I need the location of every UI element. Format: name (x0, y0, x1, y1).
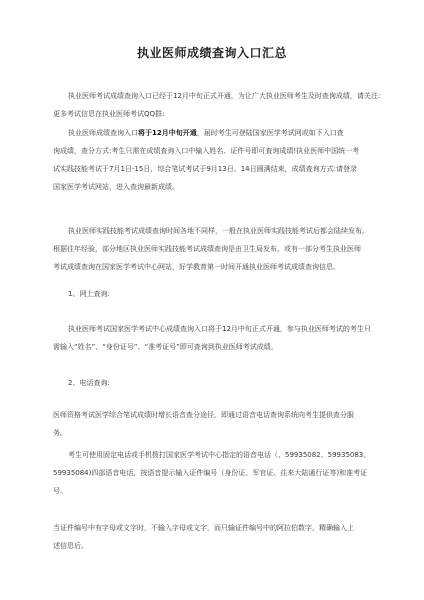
p3-line-2-text: 述信息后。 (53, 542, 88, 550)
document-title: 执业医师成绩查询入口汇总 (136, 46, 287, 60)
p2-line-2-text: 根据往年经验，部分地区执业医师实践技能考试成绩查询是由卫生局发布，或有一部分考生执业医师 (53, 245, 361, 253)
p1-line-4-text: 国家医学考试网站，进入查询最新成绩。 (53, 183, 179, 191)
s2-heading-text: 2、电话查询: (68, 379, 110, 387)
s2-line-2-text: 务。 (53, 429, 67, 437)
p1-line-2-text: 询成绩，查分方式:考生只需在成绩查询入口中输入姓名、证件号即可查询成绩!执业医师中国统一考 (53, 147, 360, 155)
s2-p2-line-3-text: 号。 (53, 487, 67, 495)
s1-line-1-text: 执业医师考试国家医学考试中心成绩查询入口将于12月中旬正式开通，参与执业医师考试的考生只 (68, 325, 371, 333)
p1-line-1-pre: 执业医师成绩查询入口 (68, 129, 138, 137)
p2-line-3-text: 考试成绩查询在国家医学考试中心网站，好学教育第一时间开通执业医师考试成绩查询信息。 (53, 263, 340, 271)
p1-line-1-bold: 将于12月中旬开通 (138, 129, 197, 137)
p1-line-3-text: 试实践技能考试于7月1日-15日，综合笔试考试于9月13日、14日圆满结束，成绩查询方式:请登录 (53, 165, 357, 173)
p1-line-1-text (68, 128, 344, 138)
p3-line-1-text: 当证件编号中有字母或文字时，不输入字母或文字，而只输证件编号中的阿拉伯数字，精确输入上 (53, 524, 354, 532)
p1-line-1-post: ，届时考生可登陆国家医学考试网或如下入口查 (196, 129, 344, 137)
s1-heading-text: 1、网上查询: (68, 290, 110, 298)
intro-text-2: 更多考试信息在执业医师考试QQ群: (53, 110, 165, 118)
s2-line-1-text: 医师资格考试医学综合笔试成绩时增长语音查分途径，即通过语音电话查询系统向考生提供查分服 (53, 411, 354, 419)
s1-line-2-text: 需输入“姓名”、“身份证号”、“准考证号”即可查询到执业医师考试成绩。 (53, 343, 278, 351)
p2-line-1-text: 执业医师实践技能考试成绩查询时间各地不同样，一般在执业医师实践技能考试后都会陆续发布。 (68, 227, 369, 235)
s2-p2-line-1-text: 考生可使用固定电话或手机拨打国家医学考试中心指定的语音电话（、59935082、59935083、 (68, 451, 371, 459)
s2-p2-line-2-text: 59935084)四部语音电话，按语音提示输入证件编号（身份证、军官证、往来大陆通行证等)和准考证 (53, 469, 368, 477)
intro-text-1: 执业医师考试成绩查询入口已经于12月中旬正式开通，为让广大执业医师考生及时查询成绩，请关注: (68, 92, 381, 100)
